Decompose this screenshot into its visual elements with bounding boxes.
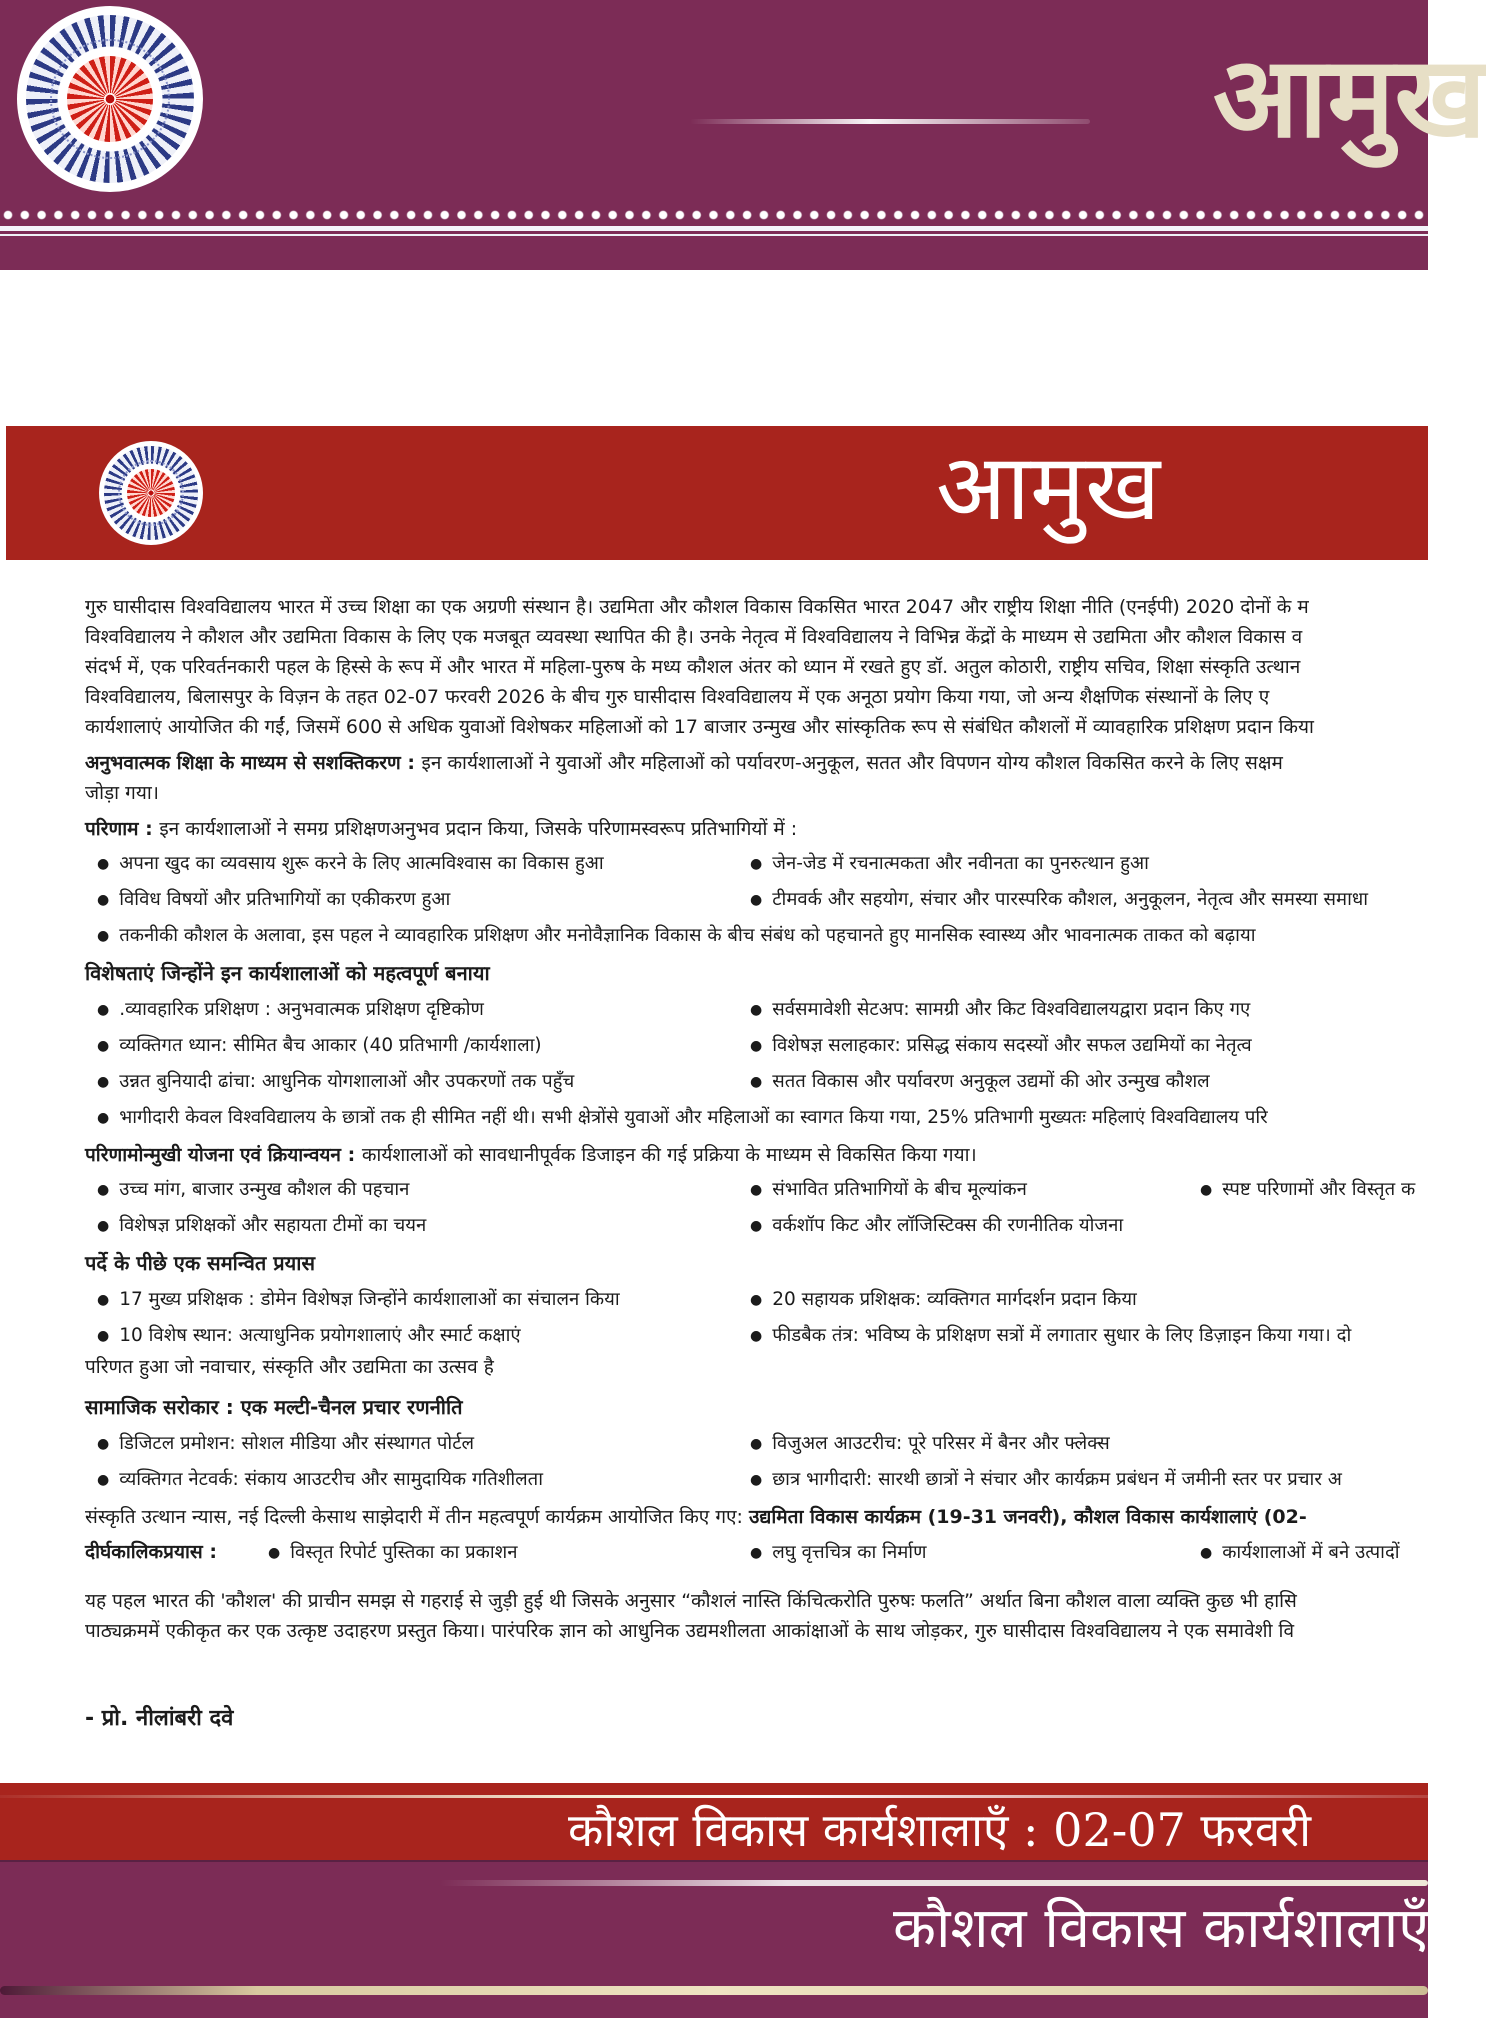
bullet-item: ● सर्वसमावेशी सेटअप: सामग्री और किट विश्वविद्यालयद्वारा प्रदान किए गए — [750, 996, 1445, 1021]
bullet-item: ● उच्च मांग, बाजार उन्मुख कौशल की पहचान — [97, 1176, 750, 1201]
bullet-item: ● संभावित प्रतिभागियों के बीच मूल्यांकन — [750, 1176, 1200, 1201]
bullet-item: ● विस्तृत रिपोर्ट पुस्तिका का प्रकाशन — [268, 1539, 750, 1564]
bullet-item: ● विशेषज्ञ प्रशिक्षकों और सहायता टीमों का चयन — [97, 1212, 750, 1237]
footer-purple-band-caption: कौशल विकास कार्यशालाएँ — [893, 1896, 1430, 1961]
article-header-band — [6, 426, 1428, 560]
article-body — [85, 592, 1445, 1734]
section-lead — [85, 1140, 1445, 1170]
divider-line-thick — [0, 226, 1428, 231]
paragraph-line: कार्यशालाएं आयोजित की गईं, जिसमें 600 से अधिक युवाओं विशेषकर महिलाओं को 17 बाजार उन्मुख और सांस्कृतिक रूप से संबंधित कौशलों में व्यावहारिक प्रशिक्षण प्रदान किया — [85, 716, 1314, 738]
university-seal-logo — [17, 6, 203, 192]
bullet-item: ● कार्यशालाओं में बने उत्पादों — [1200, 1539, 1445, 1564]
bullet-row — [85, 1062, 1445, 1098]
paragraph-line: गुरु घासीदास विश्वविद्यालय भारत में उच्च शिक्षा का एक अग्रणी संस्थान है। उद्यमिता और कौशल विकास विकसित भारत 2047 और राष्ट्रीय शिक्षा नीति (एनईपी) 2020 दोनों के म — [85, 596, 1309, 618]
author-signature: - प्रो. नीलांबरी दवे — [85, 1706, 234, 1731]
paragraph-line: पाठ्यक्रममें एकीकृत कर एक उत्कृष्ट उदाहरण प्रस्तुत किया। पारंपरिक ज्ञान को आधुनिक उद्यमशीलता आकांक्षाओं के साथ जोड़कर, गुरु घासीदास विश्वविद्यालय ने एक समावेशी वि — [85, 1620, 1295, 1642]
bullet-row — [85, 1206, 1445, 1242]
bullet-row — [85, 1460, 1445, 1496]
bullet-item: ● तकनीकी कौशल के अलावा, इस पहल ने व्यावहारिक प्रशिक्षण और मनोवैज्ञानिक विकास के बीच संबंध को पहचानते हुए मानसिक स्वास्थ्य और भावनात्मक ताकत को बढ़ाया — [97, 922, 1256, 947]
bullet-item: ● अपना खुद का व्यवसाय शुरू करने के लिए आत्मविश्वास का विकास हुआ — [97, 850, 750, 875]
masthead-swoosh-line — [690, 119, 1090, 124]
section-text: कार्यशालाओं को सावधानीपूर्वक डिजाइन की गई प्रक्रिया के माध्यम से विकसित किया गया। — [361, 1144, 977, 1166]
section-label: परिणाम : — [85, 818, 160, 840]
film-perforation-strip — [0, 208, 1428, 223]
paragraph-line: विश्वविद्यालय, बिलासपुर के विज़न के तहत 02-07 फरवरी 2026 के बीच गुरु घासीदास विश्वविद्यालय में एक अनूठा प्रयोग किया गया, जो अन्य शैक्षणिक संस्थानों के लिए ए — [85, 686, 1270, 708]
paragraph-line: विश्वविद्यालय ने कौशल और उद्यमिता विकास के लिए एक मजबूत व्यवस्था स्थापित की है। उनके नेतृत्व में विश्वविद्यालय ने विभिन्न केंद्रों के माध्यम से उद्यमिता और कौशल विकास व — [85, 626, 1303, 648]
article-title: आमुख — [936, 434, 1161, 541]
footer-swoosh-line-upper — [440, 1880, 1428, 1886]
footer-red-band-highlight-line — [0, 1795, 1428, 1798]
masthead-title: आमुख — [1213, 32, 1486, 163]
footer-swoosh-line-lower — [0, 1986, 1428, 1995]
seal-mandala-core — [127, 469, 175, 517]
bullet-item: ● सतत विकास और पर्यावरण अनुकूल उद्यमों की ओर उन्मुख कौशल — [750, 1068, 1445, 1093]
section-lead — [85, 814, 1445, 844]
bullet-row — [85, 844, 1445, 880]
paragraph-line: संदर्भ में, एक परिवर्तनकारी पहल के हिस्से के रूप में और भारत में महिला-पुरुष के मध्य कौशल अंतर को ध्यान में रखते हुए डॉ. अतुल कोठारी, राष्ट्रीय सचिव, शिक्षा संस्कृति उत्थान — [85, 656, 1301, 678]
bullet-item: ● वर्कशॉप किट और लॉजिस्टिक्स की रणनीतिक योजना — [750, 1212, 1445, 1237]
seal-mandala-core — [67, 56, 153, 142]
bullet-item: ● 20 सहायक प्रशिक्षक: व्यक्तिगत मार्गदर्शन प्रदान किया — [750, 1286, 1445, 1311]
section-label: परिणामोन्मुखी योजना एवं क्रियान्वयन : — [85, 1144, 362, 1166]
section-label: अनुभवात्मक शिक्षा के माध्यम से सशक्तिकरण : — [85, 752, 422, 774]
bullet-item: ● स्पष्ट परिणामों और विस्तृत क — [1200, 1176, 1445, 1201]
bullet-row — [85, 1026, 1445, 1062]
bullet-item: ● 17 मुख्य प्रशिक्षक : डोमेन विशेषज्ञ जिन्होंने कार्यशालाओं का संचालन किया — [97, 1286, 750, 1311]
bullet-row — [85, 1098, 1445, 1134]
section-heading: पर्दे के पीछे एक समन्वित प्रयास — [85, 1251, 315, 1275]
bullet-item: ● छात्र भागीदारी: सारथी छात्रों ने संचार और कार्यक्रम प्रबंधन में जमीनी स्तर पर प्रचार अ — [750, 1466, 1445, 1491]
section-text: इन कार्यशालाओं ने युवाओं और महिलाओं को पर्यावरण-अनुकूल, सतत और विपणन योग्य कौशल विकसित करने के लिए सक्षम — [421, 752, 1283, 774]
bullet-item: ● फीडबैक तंत्र: भविष्य के प्रशिक्षण सत्रों में लगातार सुधार के लिए डिज़ाइन किया गया। दो — [750, 1322, 1445, 1347]
bullet-item: ● व्यक्तिगत ध्यान: सीमित बैच आकार (40 प्रतिभागी /कार्यशाला) — [97, 1032, 750, 1057]
bullet-item: ● भागीदारी केवल विश्वविद्यालय के छात्रों तक ही सीमित नहीं थी। सभी क्षेत्रोंसे युवाओं और महिलाओं का स्वागत किया गया, 25% प्रतिभागी मुख्यतः महिलाएं विश्वविद्यालय परि — [97, 1104, 1268, 1129]
bullet-item: ● लघु वृत्तचित्र का निर्माण — [750, 1539, 1200, 1564]
bullet-row — [85, 990, 1445, 1026]
bullet-item: ● डिजिटल प्रमोशन: सोशल मीडिया और संस्थागत पोर्टल — [97, 1430, 750, 1455]
divider-line-thin — [0, 234, 1428, 236]
bullet-row — [85, 1424, 1445, 1460]
paragraph-line: यह पहल भारत की 'कौशल' की प्राचीन समझ से गहराई से जुड़ी हुई थी जिसके अनुसार “कौशलं नास्ति किंचित्करोति पुरुषः फलति” अर्थात बिना कौशल वाला व्यक्ति कुछ भी हासि — [85, 1590, 1297, 1612]
paragraph-text: संस्कृति उत्थान न्यास, नई दिल्ली केसाथ साझेदारी में तीन महत्वपूर्ण कार्यक्रम आयोजित किए गए: — [85, 1506, 749, 1528]
section-heading: विशेषताएं जिन्होंने इन कार्यशालाओं को महत्वपूर्ण बनाया — [85, 961, 490, 985]
highlight-text: उद्यमिता विकास कार्यक्रम (19-31 जनवरी), कौशल विकास कार्यशालाएं (02- — [748, 1506, 1307, 1528]
article-header-seal-logo — [99, 441, 203, 545]
footer-red-band-caption: कौशल विकास कार्यशालाएँ : 02-07 फरवरी — [568, 1803, 1311, 1857]
section-heading: सामाजिक सरोकार : एक मल्टी-चैनल प्रचार रणनीति — [85, 1395, 463, 1419]
section-label: दीर्घकालिकप्रयास : — [85, 1541, 217, 1563]
bullet-row — [85, 1316, 1445, 1352]
bullet-item: ● विविध विषयों और प्रतिभागियों का एकीकरण हुआ — [97, 886, 750, 911]
bullet-item: ● जेन-जेड में रचनात्मकता और नवीनता का पुनरुत्थान हुआ — [750, 850, 1445, 875]
bullet-row — [85, 880, 1445, 916]
bullet-item: ● 10 विशेष स्थान: अत्याधुनिक प्रयोगशालाएं और स्मार्ट कक्षाएं — [97, 1322, 750, 1347]
bullet-item: ● विशेषज्ञ सलाहकार: प्रसिद्ध संकाय सदस्यों और सफल उद्यमियों का नेतृत्व — [750, 1032, 1445, 1057]
bullet-item: ● उन्नत बुनियादी ढांचा: आधुनिक योगशालाओं और उपकरणों तक पहुँच — [97, 1068, 750, 1093]
bullet-item: ● .व्यावहारिक प्रशिक्षण : अनुभवात्मक प्रशिक्षण दृष्टिकोण — [97, 996, 750, 1021]
bullet-row — [85, 1170, 1445, 1206]
paragraph-line: जोड़ा गया। — [85, 782, 159, 804]
bullet-item: ● विजुअल आउटरीच: पूरे परिसर में बैनर और फ्लेक्स — [750, 1430, 1445, 1455]
paragraph-line: परिणत हुआ जो नवाचार, संस्कृति और उद्यमिता का उत्सव है — [85, 1356, 494, 1378]
longterm-row — [85, 1532, 1445, 1570]
paragraph-line — [85, 1502, 1445, 1532]
bullet-item: ● टीमवर्क और सहयोग, संचार और पारस्परिक कौशल, अनुकूलन, नेतृत्व और समस्या समाधा — [750, 886, 1445, 911]
bullet-row — [85, 1280, 1445, 1316]
bullet-row — [85, 916, 1445, 952]
section-lead — [85, 748, 1445, 778]
bullet-item: ● व्यक्तिगत नेटवर्क: संकाय आउटरीच और सामुदायिक गतिशीलता — [97, 1466, 750, 1491]
section-text: इन कार्यशालाओं ने समग्र प्रशिक्षणअनुभव प्रदान किया, जिसके परिणामस्वरूप प्रतिभागियों में : — [159, 818, 798, 840]
